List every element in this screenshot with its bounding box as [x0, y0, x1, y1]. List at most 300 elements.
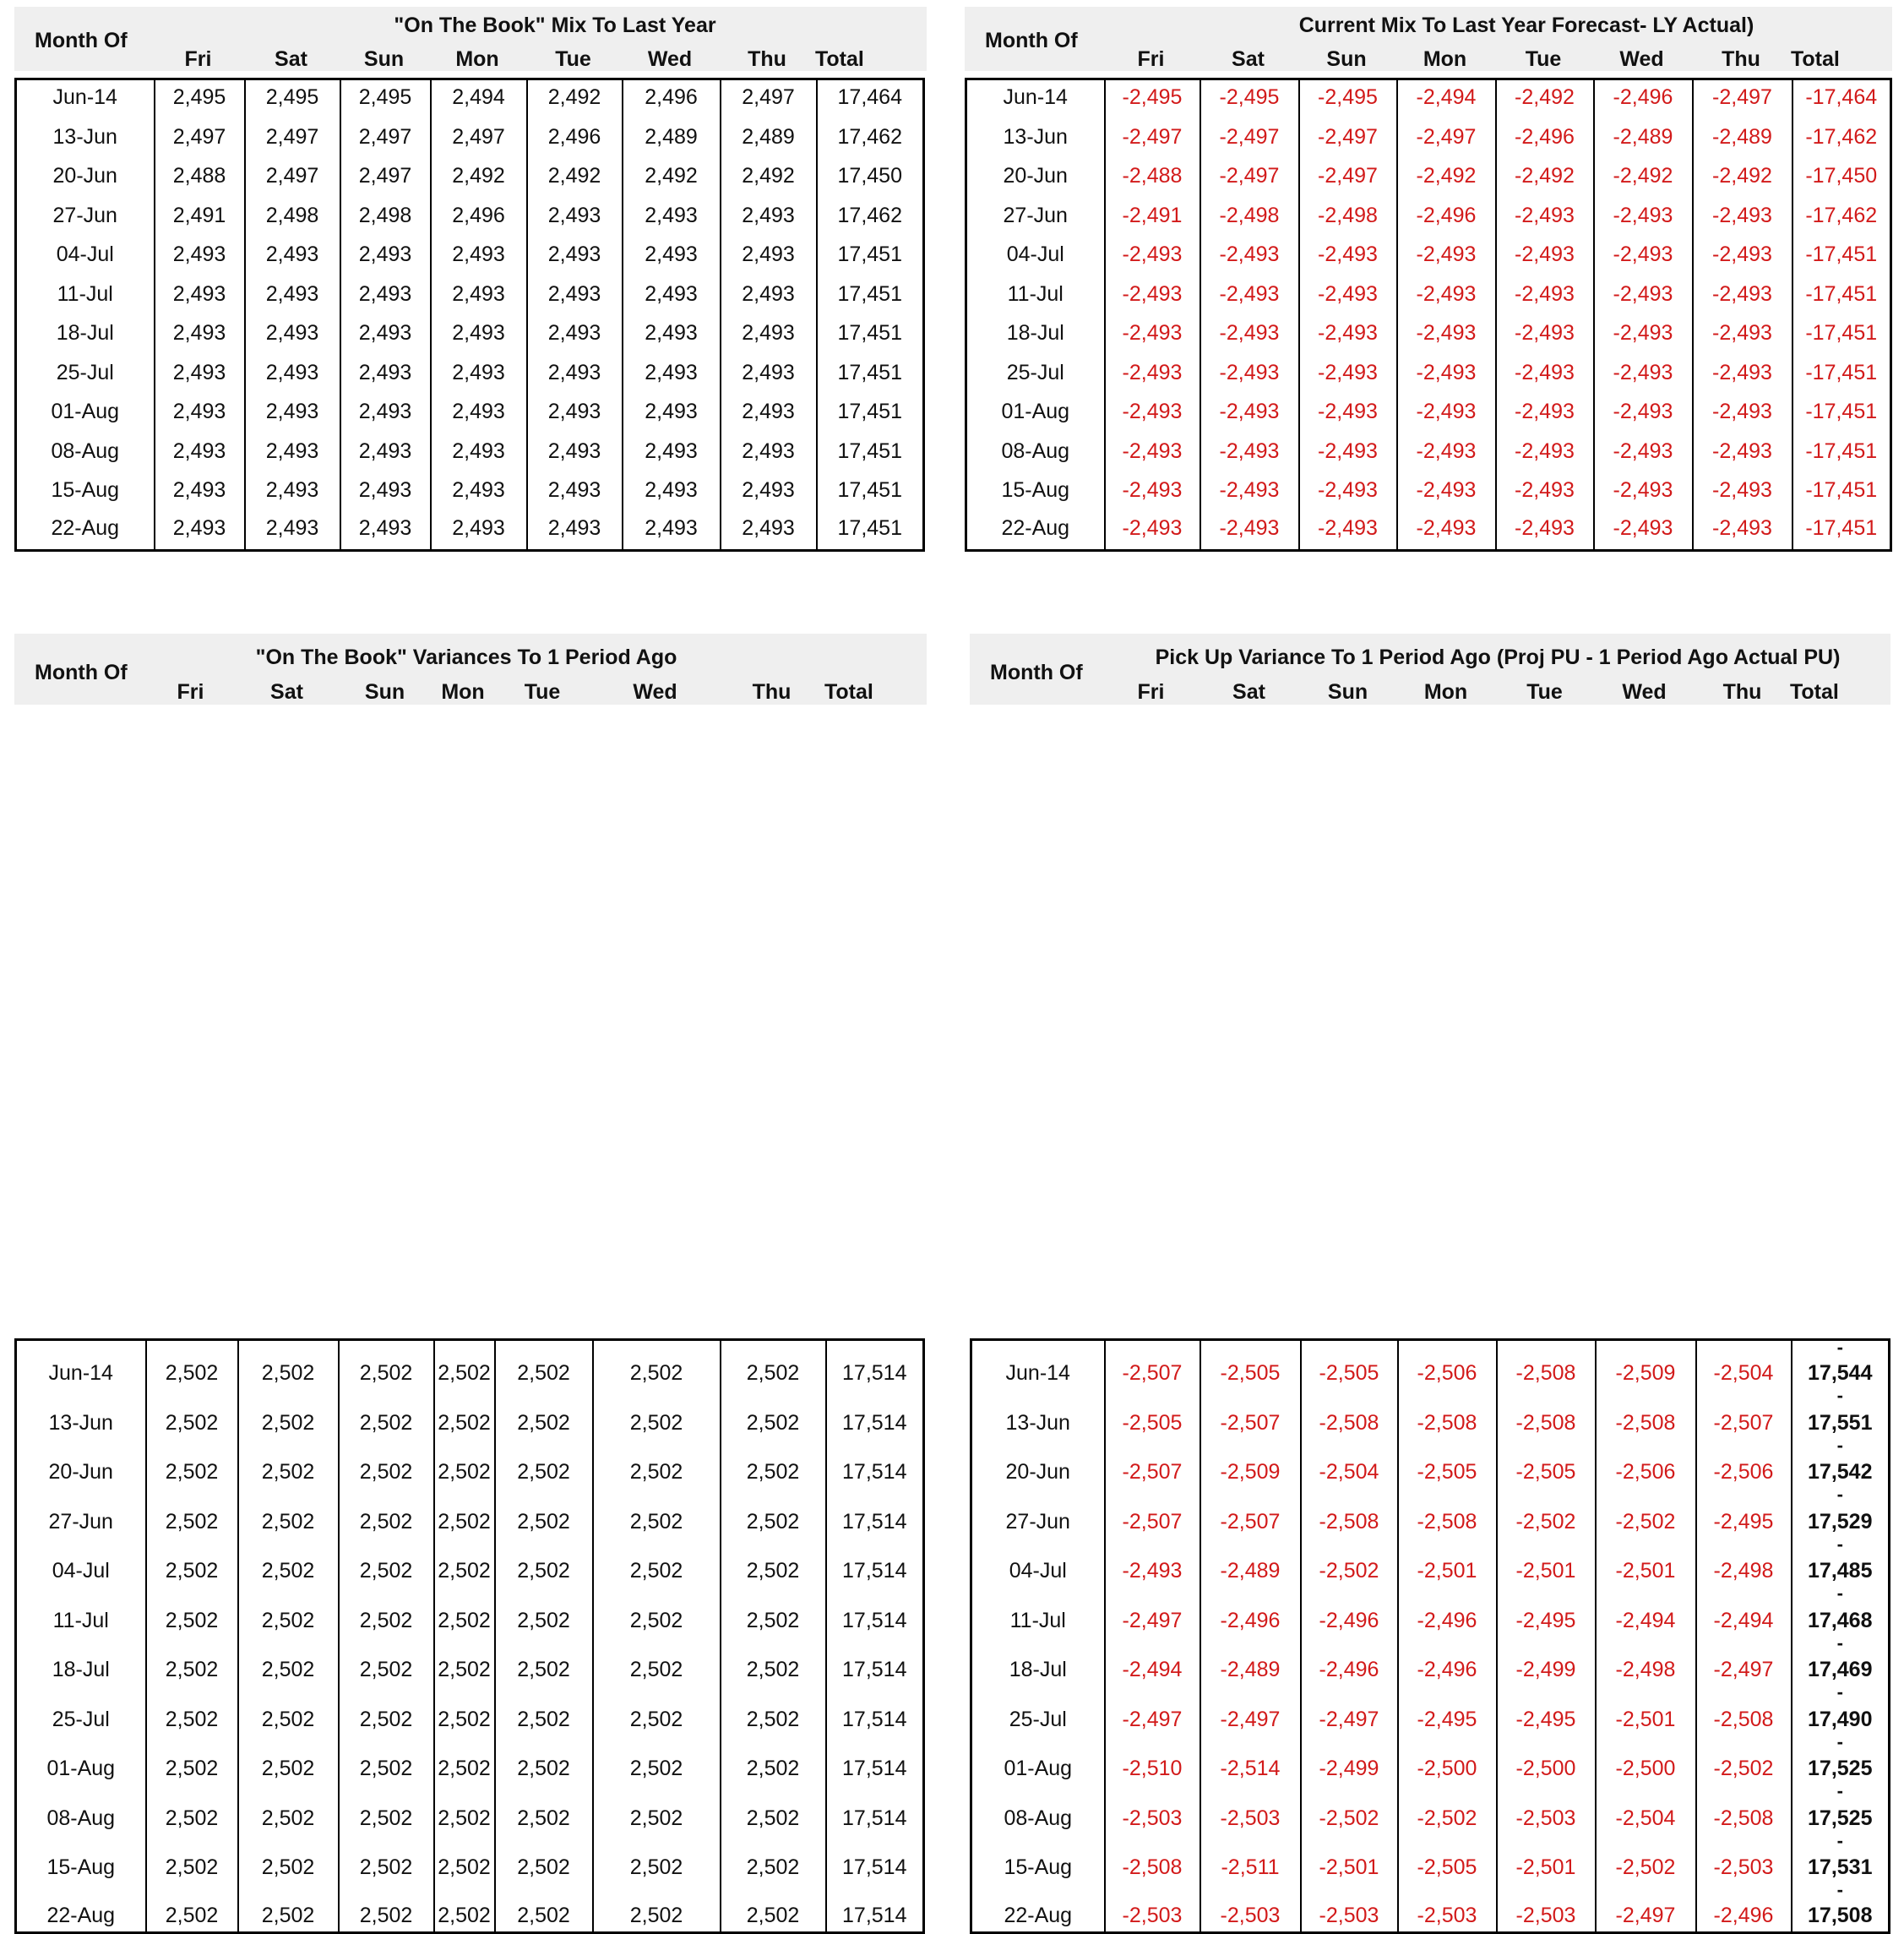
table-row — [16, 118, 924, 158]
row-value-cell: -2,508 — [1696, 1686, 1792, 1735]
row-total-cell: -17,451 — [1792, 354, 1891, 394]
row-total-cell — [1792, 1389, 1890, 1439]
row-month-cell: 22-Aug — [1004, 1904, 1073, 1927]
row-value-cell: 2,502 — [434, 1784, 495, 1834]
row-total-cell: 17,451 — [817, 472, 924, 512]
table-row — [966, 394, 1891, 433]
row-value-cell: -2,496 — [1696, 1883, 1792, 1933]
table-row — [16, 237, 924, 276]
row-value-cell: 2,493 — [623, 511, 721, 551]
row-value-cell: -2,514 — [1200, 1735, 1301, 1785]
row-value-cell: 2,502 — [593, 1587, 721, 1637]
row-total-cell: 17,451 — [817, 433, 924, 472]
row-month-cell: 01-Aug — [46, 1757, 116, 1780]
row-value-cell: 2,493 — [623, 433, 721, 472]
row-value-cell: -2,503 — [1200, 1784, 1301, 1834]
row-month-cell: 04-Jul — [52, 1559, 110, 1583]
row-value-cell: -2,498 — [1299, 197, 1397, 237]
row-value-cell: -2,493 — [1299, 472, 1397, 512]
row-value-cell: -2,493 — [1397, 472, 1496, 512]
row-value-cell: 2,493 — [431, 511, 527, 551]
row-value-cell: -2,491 — [1105, 197, 1200, 237]
table-row — [16, 354, 924, 394]
row-value-cell: -2,501 — [1398, 1538, 1497, 1588]
row-total-cell: 17,451 — [817, 315, 924, 355]
table-row — [966, 511, 1891, 551]
column-header-fri: Fri — [184, 47, 212, 71]
table-row — [16, 511, 924, 551]
row-value-cell: 2,502 — [721, 1340, 826, 1390]
row-value-cell: 2,493 — [721, 354, 817, 394]
row-value-cell: 2,502 — [339, 1439, 434, 1489]
row-value-cell: -2,493 — [1105, 394, 1200, 433]
row-value-cell: 2,502 — [434, 1834, 495, 1884]
row-value-cell: 2,493 — [623, 237, 721, 276]
row-value-cell: 2,496 — [527, 118, 623, 158]
table-row — [16, 1538, 924, 1588]
row-value-cell: 2,502 — [238, 1834, 339, 1884]
table-row — [971, 1784, 1890, 1834]
row-total-cell: 17,514 — [826, 1735, 924, 1785]
row-value-cell: 2,493 — [527, 433, 623, 472]
row-value-cell: 2,502 — [495, 1637, 593, 1686]
column-header-wed: Wed — [1619, 47, 1664, 71]
month-of-label: Month Of — [985, 29, 1078, 52]
row-value-cell: 2,502 — [146, 1538, 238, 1588]
table-row — [971, 1389, 1890, 1439]
row-value-cell: -2,493 — [1496, 237, 1594, 276]
row-value-cell: -2,508 — [1398, 1488, 1497, 1538]
table-row — [971, 1883, 1890, 1933]
row-total-cell: 17,450 — [817, 158, 924, 198]
row-value-cell: 2,502 — [339, 1587, 434, 1637]
row-value-cell: 2,493 — [245, 354, 340, 394]
row-value-cell: 2,502 — [434, 1439, 495, 1489]
row-total-cell — [1792, 1883, 1890, 1933]
column-header-fri: Fri — [1137, 680, 1165, 704]
row-value-cell: -2,493 — [1105, 433, 1200, 472]
row-value-cell: 2,493 — [527, 394, 623, 433]
row-value-cell: -2,493 — [1397, 511, 1496, 551]
row-value-cell: 2,502 — [434, 1686, 495, 1735]
row-value-cell: -2,503 — [1105, 1883, 1200, 1933]
row-value-cell: -2,497 — [1200, 158, 1299, 198]
column-header-sun: Sun — [1327, 680, 1368, 704]
row-value-cell: 2,491 — [155, 197, 245, 237]
row-month-cell: 01-Aug — [1001, 400, 1070, 423]
row-month-cell: 11-Jul — [1007, 281, 1064, 306]
data-table — [965, 78, 1892, 552]
table-row — [966, 158, 1891, 198]
row-value-cell: 2,497 — [340, 158, 431, 198]
row-value-cell: 2,493 — [340, 275, 431, 315]
row-value-cell: 2,502 — [238, 1340, 339, 1390]
column-header-sat: Sat — [270, 680, 303, 704]
row-value-cell: 2,502 — [146, 1340, 238, 1390]
row-value-cell: -2,505 — [1301, 1340, 1398, 1390]
table-row — [16, 1637, 924, 1686]
row-value-cell: 2,502 — [495, 1686, 593, 1735]
row-value-cell: 2,502 — [593, 1439, 721, 1489]
total-prefix-dash: - — [1836, 1883, 1843, 1900]
table-row — [971, 1538, 1890, 1588]
row-value-cell: 2,502 — [339, 1686, 434, 1735]
row-value-cell: 2,502 — [146, 1883, 238, 1933]
row-month-cell: 27-Jun — [52, 203, 117, 227]
table-row — [16, 1883, 924, 1933]
row-value-cell: -2,502 — [1596, 1834, 1696, 1884]
row-value-cell: 2,502 — [238, 1883, 339, 1933]
row-value-cell: -2,505 — [1398, 1834, 1497, 1884]
table-row — [971, 1488, 1890, 1538]
row-value-cell: 2,493 — [721, 275, 817, 315]
row-value-cell: -2,503 — [1497, 1883, 1596, 1933]
row-value-cell: -2,493 — [1693, 511, 1792, 551]
row-value-cell: 2,493 — [623, 315, 721, 355]
row-value-cell: 2,493 — [431, 394, 527, 433]
row-value-cell: 2,502 — [721, 1834, 826, 1884]
row-value-cell: -2,502 — [1596, 1488, 1696, 1538]
row-value-cell: -2,493 — [1397, 315, 1496, 355]
row-value-cell: -2,504 — [1596, 1784, 1696, 1834]
row-value-cell: 2,502 — [434, 1488, 495, 1538]
row-value-cell: 2,502 — [721, 1637, 826, 1686]
row-total-cell: -17,451 — [1792, 237, 1891, 276]
total-prefix-dash: - — [1836, 1438, 1843, 1456]
column-header-sun: Sun — [1326, 47, 1367, 71]
row-value-cell: -2,493 — [1594, 237, 1693, 276]
row-total-cell — [1792, 1834, 1890, 1884]
row-value-cell: -2,494 — [1105, 1637, 1200, 1686]
row-value-cell: 2,502 — [434, 1389, 495, 1439]
row-value-cell: 2,502 — [146, 1389, 238, 1439]
table-row — [16, 197, 924, 237]
row-value-cell: 2,502 — [495, 1340, 593, 1390]
row-value-cell: -2,496 — [1200, 1587, 1301, 1637]
row-value-cell: -2,508 — [1398, 1389, 1497, 1439]
row-value-cell: 2,493 — [340, 237, 431, 276]
row-value-cell: -2,497 — [1105, 1587, 1200, 1637]
column-header-mon: Mon — [441, 680, 485, 704]
row-total-cell — [1792, 1439, 1890, 1489]
row-total-cell: -17,451 — [1792, 511, 1891, 551]
row-value-cell: 2,502 — [434, 1735, 495, 1785]
total-prefix-dash: - — [1836, 1339, 1843, 1358]
row-value-cell: -2,502 — [1301, 1784, 1398, 1834]
row-value-cell: 2,493 — [340, 394, 431, 433]
row-value-cell: 2,493 — [527, 315, 623, 355]
table-row — [971, 1735, 1890, 1785]
row-total-cell: 17,514 — [826, 1389, 924, 1439]
column-header-total: Total — [824, 680, 873, 704]
total-value: 17,469 — [1808, 1658, 1873, 1681]
row-value-cell: 2,502 — [146, 1784, 238, 1834]
table-row — [966, 472, 1891, 512]
total-prefix-dash: - — [1836, 1636, 1843, 1653]
table-row — [966, 197, 1891, 237]
row-value-cell: 2,502 — [721, 1587, 826, 1637]
row-value-cell: -2,498 — [1200, 197, 1299, 237]
row-value-cell: -2,493 — [1496, 433, 1594, 472]
month-of-label: Month Of — [35, 661, 128, 684]
row-value-cell: -2,496 — [1398, 1637, 1497, 1686]
row-value-cell: -2,493 — [1200, 472, 1299, 512]
row-total-cell: 17,462 — [817, 197, 924, 237]
row-value-cell: -2,507 — [1200, 1488, 1301, 1538]
row-value-cell: 2,488 — [155, 158, 245, 198]
row-value-cell: -2,493 — [1105, 275, 1200, 315]
total-value: 17,529 — [1808, 1509, 1873, 1534]
data-table — [14, 1338, 925, 1934]
row-value-cell: 2,495 — [245, 79, 340, 119]
row-value-cell: -2,510 — [1105, 1735, 1200, 1785]
row-value-cell: 2,493 — [431, 354, 527, 394]
total-prefix-dash: - — [1836, 1784, 1843, 1801]
row-value-cell: 2,496 — [431, 197, 527, 237]
row-value-cell: -2,492 — [1496, 79, 1594, 119]
table-row — [16, 1834, 924, 1884]
row-value-cell: -2,502 — [1301, 1538, 1398, 1588]
row-month-cell: 18-Jul — [52, 1658, 110, 1681]
row-total-cell: 17,451 — [817, 354, 924, 394]
row-total-cell: -17,462 — [1792, 197, 1891, 237]
row-value-cell: 2,502 — [339, 1883, 434, 1933]
row-total-cell: 17,514 — [826, 1686, 924, 1735]
row-value-cell: 2,497 — [340, 118, 431, 158]
row-month-cell: 25-Jul — [1006, 360, 1064, 384]
row-value-cell: 2,493 — [623, 394, 721, 433]
column-header-fri: Fri — [1137, 47, 1165, 71]
row-value-cell: 2,493 — [245, 394, 340, 433]
row-value-cell: 2,502 — [146, 1686, 238, 1735]
row-value-cell: 2,502 — [339, 1488, 434, 1538]
row-value-cell: -2,492 — [1693, 158, 1792, 198]
row-total-cell: -17,451 — [1792, 472, 1891, 512]
column-header-thu: Thu — [1722, 47, 1760, 71]
row-value-cell: -2,492 — [1496, 158, 1594, 198]
row-month-cell: 08-Aug — [1001, 439, 1070, 463]
row-value-cell: -2,503 — [1696, 1834, 1792, 1884]
row-value-cell: -2,493 — [1299, 237, 1397, 276]
total-prefix-dash: - — [1836, 1735, 1843, 1752]
row-value-cell: -2,508 — [1105, 1834, 1200, 1884]
row-value-cell: 2,502 — [495, 1587, 593, 1637]
row-value-cell: 2,502 — [339, 1834, 434, 1884]
table-row — [971, 1637, 1890, 1686]
row-value-cell: 2,502 — [238, 1637, 339, 1686]
row-value-cell: 2,502 — [721, 1538, 826, 1588]
row-value-cell: -2,500 — [1596, 1735, 1696, 1785]
row-month-cell: 15-Aug — [1004, 1855, 1073, 1879]
row-value-cell: -2,493 — [1105, 237, 1200, 276]
row-total-cell: 17,451 — [817, 275, 924, 315]
row-value-cell: 2,502 — [434, 1637, 495, 1686]
row-month-cell: 18-Jul — [1009, 1658, 1067, 1681]
row-value-cell: 2,502 — [495, 1488, 593, 1538]
row-value-cell: 2,497 — [721, 79, 817, 119]
row-month-cell: 27-Jun — [1005, 1509, 1070, 1534]
row-month-cell: Jun-14 — [48, 1361, 113, 1385]
row-value-cell: 2,498 — [245, 197, 340, 237]
total-prefix-dash: - — [1836, 1686, 1843, 1702]
row-month-cell: 08-Aug — [1004, 1806, 1073, 1830]
row-total-cell: 17,464 — [817, 79, 924, 119]
table-row — [16, 433, 924, 472]
row-month-cell: 15-Aug — [51, 478, 120, 502]
row-value-cell: 2,502 — [146, 1587, 238, 1637]
row-value-cell: -2,494 — [1596, 1587, 1696, 1637]
column-header-sun: Sun — [364, 680, 405, 704]
table-row — [966, 354, 1891, 394]
row-value-cell: -2,493 — [1496, 275, 1594, 315]
table-title: "On The Book" Mix To Last Year — [394, 14, 716, 37]
row-total-cell: 17,514 — [826, 1439, 924, 1489]
row-value-cell: 2,493 — [155, 237, 245, 276]
table-row — [966, 275, 1891, 315]
row-value-cell: -2,489 — [1200, 1637, 1301, 1686]
data-table — [14, 78, 925, 552]
total-prefix-dash: - — [1836, 1537, 1843, 1555]
row-value-cell: -2,500 — [1497, 1735, 1596, 1785]
row-value-cell: 2,502 — [495, 1538, 593, 1588]
row-value-cell: -2,507 — [1105, 1340, 1200, 1390]
row-month-cell: Jun-14 — [52, 85, 117, 109]
row-value-cell: -2,489 — [1594, 118, 1693, 158]
row-month-cell: 01-Aug — [1004, 1757, 1073, 1780]
column-header-wed: Wed — [647, 47, 693, 71]
row-value-cell: -2,502 — [1398, 1784, 1497, 1834]
row-value-cell: 2,493 — [155, 394, 245, 433]
row-value-cell: -2,503 — [1301, 1883, 1398, 1933]
row-value-cell: 2,492 — [721, 158, 817, 198]
row-month-cell: 08-Aug — [51, 439, 120, 463]
row-value-cell: 2,493 — [623, 354, 721, 394]
row-value-cell: -2,497 — [1200, 118, 1299, 158]
row-value-cell: 2,492 — [527, 158, 623, 198]
row-value-cell: 2,493 — [431, 275, 527, 315]
row-value-cell: 2,502 — [238, 1488, 339, 1538]
row-value-cell: 2,498 — [340, 197, 431, 237]
total-value: 17,525 — [1808, 1806, 1873, 1830]
column-header-fri: Fri — [177, 680, 204, 704]
row-month-cell: 20-Jun — [1003, 164, 1068, 188]
column-header-sun: Sun — [363, 47, 405, 71]
row-value-cell: 2,493 — [721, 511, 817, 551]
row-month-cell: Jun-14 — [1003, 85, 1068, 109]
row-month-cell: 04-Jul — [56, 242, 114, 266]
row-value-cell: 2,502 — [721, 1488, 826, 1538]
row-total-cell: -17,464 — [1792, 79, 1891, 119]
row-value-cell: -2,493 — [1594, 511, 1693, 551]
row-value-cell: -2,508 — [1497, 1389, 1596, 1439]
row-month-cell: 25-Jul — [52, 1707, 110, 1731]
row-value-cell: 2,493 — [527, 275, 623, 315]
table-row — [971, 1340, 1890, 1390]
row-value-cell: 2,493 — [155, 472, 245, 512]
row-value-cell: -2,493 — [1693, 237, 1792, 276]
row-value-cell: 2,502 — [593, 1389, 721, 1439]
row-value-cell: -2,508 — [1497, 1340, 1596, 1390]
row-value-cell: -2,495 — [1200, 79, 1299, 119]
row-month-cell: Jun-14 — [1005, 1361, 1070, 1385]
row-value-cell: -2,508 — [1696, 1784, 1792, 1834]
row-value-cell: -2,501 — [1497, 1834, 1596, 1884]
row-value-cell: -2,493 — [1693, 315, 1792, 355]
row-value-cell: 2,493 — [527, 197, 623, 237]
table-row — [16, 1340, 924, 1390]
row-month-cell: 25-Jul — [1009, 1707, 1067, 1731]
row-value-cell: 2,493 — [527, 354, 623, 394]
row-value-cell: 2,502 — [146, 1488, 238, 1538]
row-value-cell: -2,508 — [1301, 1488, 1398, 1538]
row-value-cell: -2,495 — [1105, 79, 1200, 119]
row-value-cell: 2,492 — [431, 158, 527, 198]
row-value-cell: -2,493 — [1594, 472, 1693, 512]
row-value-cell: -2,508 — [1301, 1389, 1398, 1439]
row-value-cell: 2,502 — [495, 1784, 593, 1834]
row-value-cell: -2,494 — [1397, 79, 1496, 119]
row-value-cell: -2,503 — [1398, 1883, 1497, 1933]
row-value-cell: 2,502 — [593, 1686, 721, 1735]
row-value-cell: 2,489 — [623, 118, 721, 158]
row-value-cell: 2,502 — [339, 1389, 434, 1439]
row-total-cell: 17,514 — [826, 1834, 924, 1884]
row-total-cell: -17,451 — [1792, 315, 1891, 355]
table-row — [16, 472, 924, 512]
row-value-cell: -2,493 — [1496, 394, 1594, 433]
row-value-cell: 2,502 — [238, 1538, 339, 1588]
row-value-cell: -2,493 — [1397, 237, 1496, 276]
row-value-cell: 2,493 — [623, 197, 721, 237]
row-value-cell: -2,502 — [1497, 1488, 1596, 1538]
row-value-cell: 2,502 — [495, 1439, 593, 1489]
column-header-mon: Mon — [1423, 680, 1468, 704]
row-value-cell: 2,502 — [339, 1784, 434, 1834]
row-value-cell: 2,493 — [155, 315, 245, 355]
row-value-cell: 2,502 — [238, 1439, 339, 1489]
row-month-cell: 11-Jul — [1009, 1608, 1066, 1632]
row-value-cell: 2,493 — [155, 511, 245, 551]
row-value-cell: -2,493 — [1594, 433, 1693, 472]
row-value-cell: -2,493 — [1105, 472, 1200, 512]
row-value-cell: -2,495 — [1497, 1587, 1596, 1637]
row-value-cell: 2,493 — [431, 315, 527, 355]
row-value-cell: -2,489 — [1693, 118, 1792, 158]
row-month-cell: 13-Jun — [48, 1410, 113, 1435]
column-header-sat: Sat — [1232, 680, 1265, 704]
table-row — [16, 394, 924, 433]
row-value-cell: -2,500 — [1398, 1735, 1497, 1785]
row-value-cell: 2,502 — [146, 1637, 238, 1686]
row-total-cell: -17,451 — [1792, 394, 1891, 433]
row-value-cell: -2,497 — [1105, 1686, 1200, 1735]
row-value-cell: 2,493 — [431, 237, 527, 276]
row-month-cell: 27-Jun — [1003, 203, 1068, 227]
row-total-cell — [1792, 1637, 1890, 1686]
column-header-thu: Thu — [1722, 680, 1762, 704]
row-value-cell: 2,502 — [238, 1389, 339, 1439]
row-value-cell: 2,502 — [434, 1883, 495, 1933]
column-header-thu: Thu — [752, 680, 792, 704]
row-value-cell: -2,497 — [1693, 79, 1792, 119]
row-value-cell: -2,493 — [1299, 433, 1397, 472]
row-value-cell: 2,502 — [238, 1784, 339, 1834]
table-title: Pick Up Variance To 1 Period Ago (Proj PU - 1 Period Ago Actual PU) — [1155, 646, 1841, 669]
row-total-cell — [1792, 1784, 1890, 1834]
row-value-cell: -2,505 — [1398, 1439, 1497, 1489]
row-value-cell: -2,496 — [1301, 1637, 1398, 1686]
column-header-total: Total — [1790, 680, 1839, 704]
